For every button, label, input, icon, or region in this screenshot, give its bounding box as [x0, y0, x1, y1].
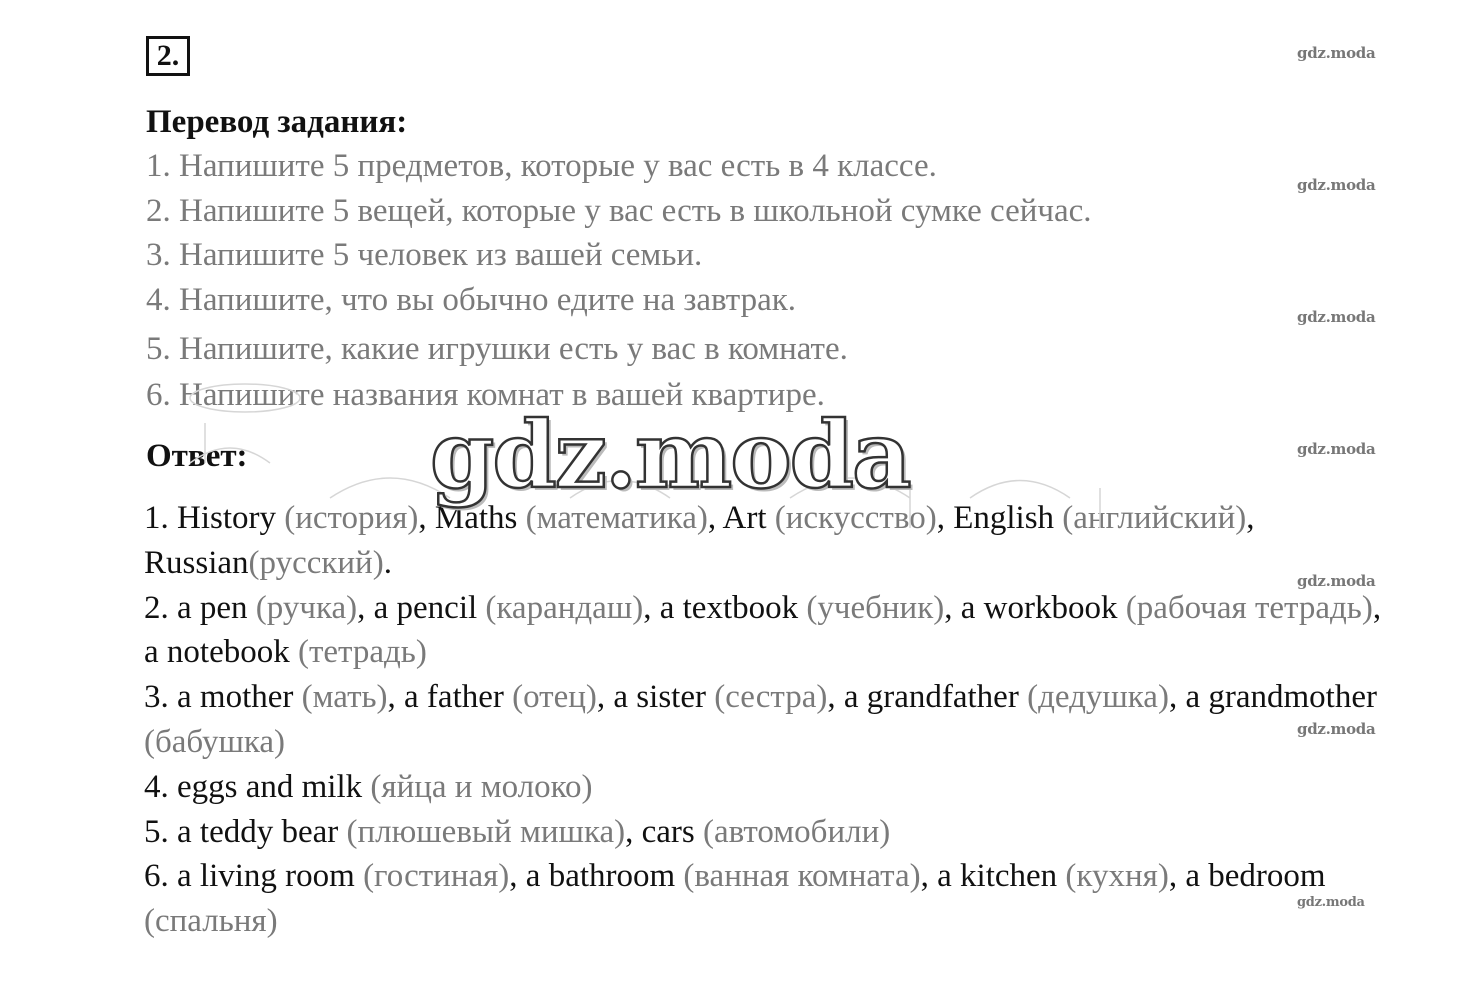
answer-word: , a workbook — [944, 589, 1126, 626]
watermark-text: gdz.moda — [1297, 572, 1376, 590]
watermark-text: gdz.moda — [1297, 176, 1376, 194]
watermark-text: gdz.moda — [1297, 720, 1376, 738]
answer-translation: (спальня) — [144, 903, 278, 940]
task-item: 6. Напишите названия комнат в вашей квартире. — [146, 377, 825, 413]
answer-word: , a grandmother — [1168, 679, 1377, 716]
answer-translation: (отец) — [512, 679, 597, 716]
answer-word: 2. a pen — [144, 589, 256, 626]
watermark-logo: gdz.moda — [430, 401, 910, 509]
answer-translation: (гостиная) — [363, 858, 510, 895]
answer-translation: (сестра) — [714, 679, 828, 716]
answer-word: 6. a living room — [144, 858, 364, 895]
answer-translation: (русский) — [248, 544, 384, 581]
exercise-number: 2. — [146, 36, 190, 76]
answer-word: , Russian — [144, 500, 1255, 581]
task-item: 3. Напишите 5 человек из вашей семьи. — [146, 237, 703, 273]
answer-translation: (история) — [284, 500, 419, 536]
answer-translation: (мать) — [301, 679, 388, 716]
answer-word: , a father — [387, 679, 513, 716]
answer-translation: (английский) — [1062, 500, 1247, 536]
answer-word: , a kitchen — [920, 858, 1066, 895]
task-item: 4. Напишите, что вы обычно едите на завтрак. — [146, 282, 797, 318]
answer-word: 1. History — [144, 500, 285, 536]
answer-translation: (искусство) — [774, 500, 937, 536]
watermark-text: gdz.moda — [1297, 308, 1376, 326]
answer-item — [144, 586, 1399, 676]
answer-translation: (ванная комната) — [683, 858, 921, 895]
answer-translation: (кухня) — [1065, 858, 1169, 895]
answer-translation: (карандаш) — [485, 589, 644, 626]
watermark-text: gdz.moda — [1297, 895, 1365, 910]
answer-word: , a bedroom — [1168, 858, 1326, 895]
task-item: 5. Напишите, какие игрушки есть у вас в комнате. — [146, 331, 848, 367]
task-heading: Перевод задания: — [146, 104, 408, 140]
answer-translation: (учебник) — [806, 589, 945, 626]
task-item: 2. Напишите 5 вещей, которые у вас есть в школьной сумке сейчас. — [146, 193, 1092, 229]
answer-translation: (математика) — [525, 500, 708, 536]
answer-word: , a sister — [596, 679, 715, 716]
answer-word: , a grandfather — [827, 679, 1028, 716]
answer-translation: (бабушка) — [144, 723, 286, 760]
answer-word: , a notebook — [144, 589, 1382, 671]
answer-word: , cars — [625, 813, 704, 850]
answer-item — [144, 675, 1399, 765]
watermark-text: gdz.moda — [1297, 44, 1376, 62]
answer-translation: (автомобили) — [703, 813, 891, 850]
answer-item — [144, 765, 1399, 810]
answer-translation: (ручка) — [255, 589, 358, 626]
answer-word: 5. a teddy bear — [144, 813, 347, 850]
answer-translation: (плюшевый мишка) — [346, 813, 626, 850]
answer-translation: (дедушка) — [1027, 679, 1169, 716]
answer-heading: Ответ: — [146, 438, 248, 474]
answer-word: , English — [936, 500, 1063, 536]
watermark-text: gdz.moda — [1297, 440, 1376, 458]
answer-word: 4. eggs and milk — [144, 768, 371, 805]
answer-word: . — [383, 544, 392, 581]
answer-word: , Maths — [418, 500, 526, 536]
answer-list — [144, 496, 1399, 944]
answer-word: , a bathroom — [509, 858, 684, 895]
answer-item — [144, 810, 1399, 855]
answer-word: , a textbook — [643, 589, 807, 626]
answer-word: 3. a mother — [144, 679, 302, 716]
answer-translation: (яйца и молоко) — [370, 768, 593, 805]
answer-translation: (тетрадь) — [297, 634, 427, 671]
answer-item — [144, 854, 1399, 944]
answer-word: , Art — [707, 500, 775, 536]
answer-word: , a pencil — [357, 589, 486, 626]
task-item: 1. Напишите 5 предметов, которые у вас есть в 4 классе. — [146, 148, 937, 184]
answer-translation: (рабочая тетрадь) — [1125, 589, 1373, 626]
